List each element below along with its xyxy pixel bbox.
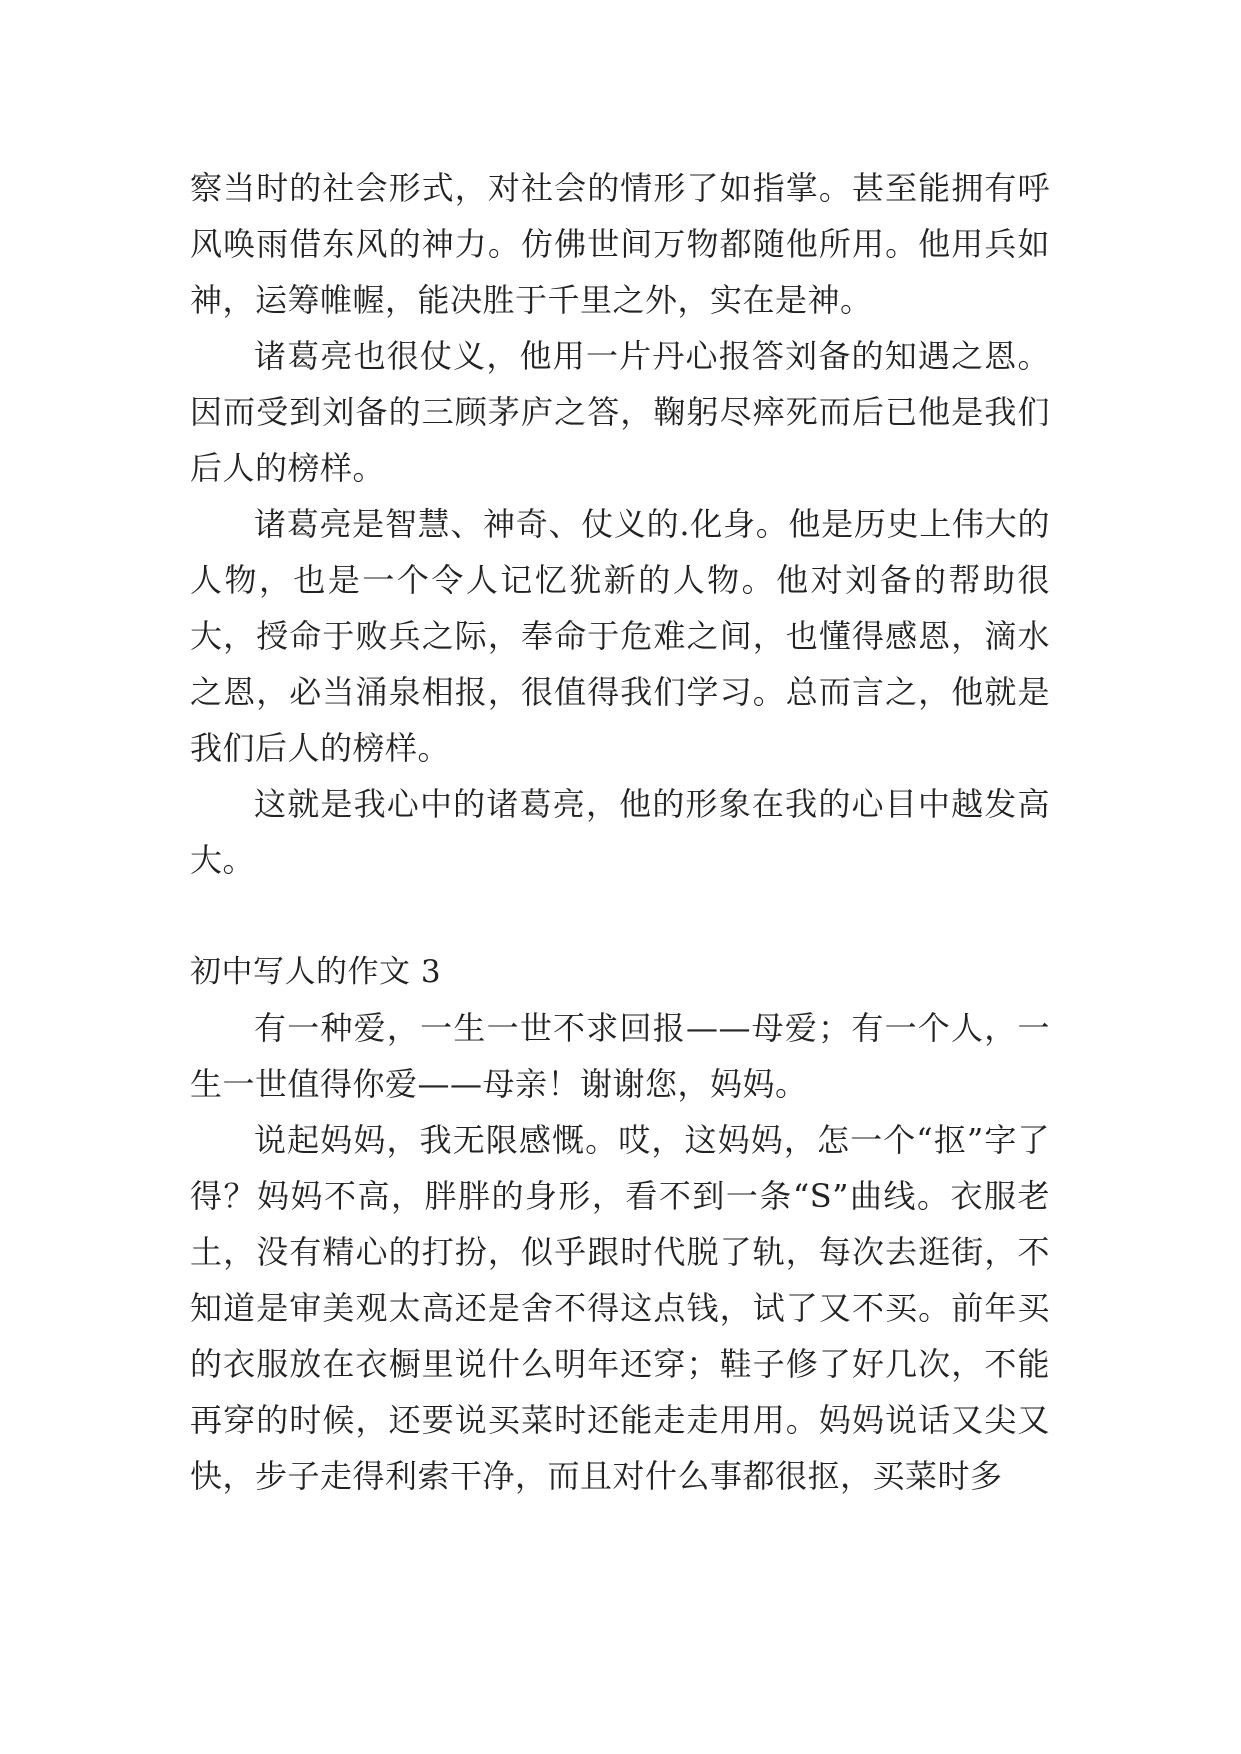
section-gap: [190, 888, 1050, 944]
paragraph: 诸葛亮是智慧、神奇、仗义的.化身。他是历史上伟大的人物，也是一个令人记忆犹新的人物。他对刘备的帮助很大，授命于败兵之际，奉命于危难之间，也懂得感恩，滴水之恩，必当涌泉相报，很值得我们学习。总而言之，他就是我们后人的榜样。: [190, 505, 1050, 767]
section-heading: 初中写人的作文 3: [190, 954, 442, 990]
paragraph: 说起妈妈，我无限感慨。哎，这妈妈，怎一个“抠”字了得？妈妈不高，胖胖的身形，看不到一条“S”曲线。衣服老土，没有精心的打扮，似乎跟时代脱了轨，每次去逛街，不知道是审美观太高还是舍不得这点钱，试了又不买。前年买的衣服放在衣橱里说什么明年还穿；鞋子修了好几次，不能再穿的时候，还要说买菜时还能走走用用。妈妈说话又尖又快，步子走得利索干净，而且对什么事都很抠，买菜时多: [190, 1121, 1050, 1495]
paragraph: 这就是我心中的诸葛亮，他的形象在我的心目中越发高大。: [190, 785, 1050, 879]
paragraph: 有一种爱，一生一世不求回报——母爱；有一个人，一生一世值得你爱——母亲！谢谢您，妈妈。: [190, 1009, 1050, 1103]
document-body: [190, 160, 1050, 1504]
paragraph: 诸葛亮也很仗义，他用一片丹心报答刘备的知遇之恩。因而受到刘备的三顾茅庐之答，鞠躬尽瘁死而后已他是我们后人的榜样。: [190, 337, 1050, 487]
paragraph-continued: 察当时的社会形式，对社会的情形了如指掌。甚至能拥有呼风唤雨借东风的神力。仿佛世间万物都随他所用。他用兵如神，运筹帷幄，能决胜于千里之外，实在是神。: [190, 169, 1050, 319]
